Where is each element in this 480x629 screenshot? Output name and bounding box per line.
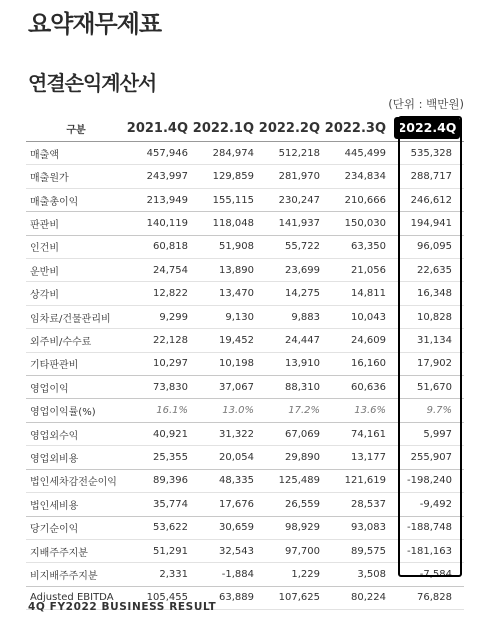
row-value: 210,666 <box>344 194 386 206</box>
row-value: 10,043 <box>351 311 386 323</box>
table-row <box>26 165 464 188</box>
row-value: 105,455 <box>146 592 188 604</box>
row-value: 284,974 <box>212 147 254 159</box>
row-value: 14,275 <box>285 288 320 300</box>
row-value: 93,083 <box>351 522 386 534</box>
row-value: 140,119 <box>146 217 188 229</box>
row-value: 9,883 <box>291 311 320 323</box>
row-value: 445,499 <box>344 147 386 159</box>
row-value: 213,949 <box>146 194 188 206</box>
row-value: 457,946 <box>146 147 188 159</box>
row-value: 246,612 <box>410 194 452 206</box>
row-value: -9,492 <box>419 498 452 510</box>
row-value: 60,636 <box>351 381 386 393</box>
row-value: 20,054 <box>219 451 254 463</box>
row-label: 비지배주주지분 <box>30 571 98 583</box>
row-value: 40,921 <box>153 428 188 440</box>
row-label: 매출액 <box>30 149 59 161</box>
row-value: 53,622 <box>153 522 188 534</box>
row-value: 194,941 <box>410 217 452 229</box>
table-row <box>26 259 464 282</box>
row-value: 73,830 <box>153 381 188 393</box>
unit-note: (단위 : 백만원) <box>388 97 464 111</box>
row-value: 22,128 <box>153 334 188 346</box>
row-value: 17,676 <box>219 498 254 510</box>
table-row <box>26 493 464 516</box>
row-label: 매출원가 <box>30 173 69 185</box>
row-label: 매출총이익 <box>30 196 79 208</box>
table-row <box>26 353 464 376</box>
row-value: 25,355 <box>153 451 188 463</box>
row-value: 12,822 <box>153 288 188 300</box>
row-value: 129,859 <box>212 171 254 183</box>
row-value: 10,297 <box>153 358 188 370</box>
row-value: 80,224 <box>351 592 386 604</box>
row-value: 35,774 <box>153 498 188 510</box>
row-value: 30,659 <box>219 522 254 534</box>
row-value: 1,229 <box>291 569 320 581</box>
row-value: 10,198 <box>219 358 254 370</box>
row-label: 영업외비용 <box>30 453 79 465</box>
row-value: 16,160 <box>351 358 386 370</box>
row-value: 13.0% <box>222 405 254 417</box>
row-label: 임차료/건물관리비 <box>30 313 111 325</box>
row-label: 법인세비용 <box>30 500 79 512</box>
income-statement-table <box>26 115 464 610</box>
row-value: 51,291 <box>153 545 188 557</box>
table-row <box>26 142 464 165</box>
table-row <box>26 517 464 540</box>
row-value: 13,177 <box>351 451 386 463</box>
table-row <box>26 563 464 586</box>
row-value: 17,902 <box>417 358 452 370</box>
table-header-row <box>26 115 464 142</box>
row-value: 3,508 <box>357 569 386 581</box>
header-2022-3q: 2022.3Q <box>324 120 386 136</box>
row-value: 234,834 <box>344 171 386 183</box>
row-value: 13,910 <box>285 358 320 370</box>
row-label: Adjusted EBITDA <box>30 592 114 604</box>
row-value: 9,130 <box>225 311 254 323</box>
row-value: 89,396 <box>153 475 188 487</box>
row-value: 24,447 <box>285 334 320 346</box>
row-value: 37,067 <box>219 381 254 393</box>
header-2021-4q: 2021.4Q <box>126 120 188 136</box>
row-value: 96,095 <box>417 241 452 253</box>
page-title: 요약재무제표 <box>28 10 162 38</box>
row-value: 63,350 <box>351 241 386 253</box>
row-label: 영업이익 <box>30 383 69 395</box>
row-label: 기타판관비 <box>30 360 79 372</box>
row-value: 21,056 <box>351 264 386 276</box>
header-2022-4q: 2022.4Q <box>394 117 460 139</box>
row-value: 281,970 <box>278 171 320 183</box>
row-label: 당기순이익 <box>30 524 79 536</box>
row-label: 영업외수익 <box>30 430 79 442</box>
row-value: 13,470 <box>219 288 254 300</box>
row-value: 28,537 <box>351 498 386 510</box>
row-value: -181,163 <box>407 545 452 557</box>
row-value: -198,240 <box>407 475 452 487</box>
row-value: 97,700 <box>285 545 320 557</box>
row-label: 상각비 <box>30 290 59 302</box>
footer-text: 4Q FY2022 BUSINESS RESULT <box>28 601 217 613</box>
row-value: 88,310 <box>285 381 320 393</box>
table-row <box>26 540 464 563</box>
row-value: 24,754 <box>153 264 188 276</box>
row-value: 98,929 <box>285 522 320 534</box>
row-value: 76,828 <box>417 592 452 604</box>
row-value: 150,030 <box>344 217 386 229</box>
row-label: 인건비 <box>30 243 59 255</box>
table-row <box>26 236 464 259</box>
row-value: 10,828 <box>417 311 452 323</box>
row-label: 법인세차감전순이익 <box>30 477 117 489</box>
row-value: 63,889 <box>219 592 254 604</box>
row-value: 55,722 <box>285 241 320 253</box>
row-value: 255,907 <box>410 451 452 463</box>
row-value: 512,218 <box>278 147 320 159</box>
table-row <box>26 306 464 329</box>
row-label: 영업이익률(%) <box>30 407 96 419</box>
row-value: 5,997 <box>423 428 452 440</box>
header-category: 구분 <box>66 124 86 136</box>
row-value: 60,818 <box>153 241 188 253</box>
row-value: 22,635 <box>417 264 452 276</box>
table-row <box>26 470 464 493</box>
row-value: 535,328 <box>410 147 452 159</box>
table-row <box>26 212 464 235</box>
row-value: 9,299 <box>159 311 188 323</box>
row-value: 9.7% <box>426 405 452 417</box>
row-value: 16,348 <box>417 288 452 300</box>
row-label: 운반비 <box>30 266 59 278</box>
row-value: 32,543 <box>219 545 254 557</box>
row-value: 31,322 <box>219 428 254 440</box>
section-title: 연결손익계산서 <box>28 71 157 95</box>
row-value: 141,937 <box>278 217 320 229</box>
row-value: 155,115 <box>212 194 254 206</box>
row-label: 외주비/수수료 <box>30 336 92 348</box>
row-value: 29,890 <box>285 451 320 463</box>
row-value: 89,575 <box>351 545 386 557</box>
table-row <box>26 329 464 352</box>
row-value: -188,748 <box>407 522 452 534</box>
row-value: 14,811 <box>351 288 386 300</box>
row-value: 48,335 <box>219 475 254 487</box>
row-value: 23,699 <box>285 264 320 276</box>
row-value: 26,559 <box>285 498 320 510</box>
row-value: 19,452 <box>219 334 254 346</box>
row-value: -1,884 <box>221 569 254 581</box>
row-value: 243,997 <box>146 171 188 183</box>
table-row <box>26 446 464 469</box>
row-value: 230,247 <box>278 194 320 206</box>
row-value: 118,048 <box>212 217 254 229</box>
table-body <box>26 142 464 610</box>
row-label: 지배주주지분 <box>30 547 88 559</box>
table-row <box>26 399 464 422</box>
row-value: 288,717 <box>410 171 452 183</box>
row-label: 판관비 <box>30 219 59 231</box>
row-value: 67,069 <box>285 428 320 440</box>
row-value: -7,584 <box>419 569 452 581</box>
row-value: 121,619 <box>344 475 386 487</box>
row-value: 107,625 <box>278 592 320 604</box>
row-value: 31,134 <box>417 334 452 346</box>
row-value: 17.2% <box>288 405 320 417</box>
header-2022-1q: 2022.1Q <box>192 120 254 136</box>
row-value: 125,489 <box>278 475 320 487</box>
header-2022-2q: 2022.2Q <box>258 120 320 136</box>
row-value: 51,670 <box>417 381 452 393</box>
row-value: 24,609 <box>351 334 386 346</box>
table-row <box>26 376 464 399</box>
table-row <box>26 423 464 446</box>
row-value: 74,161 <box>351 428 386 440</box>
row-value: 51,908 <box>219 241 254 253</box>
table-row <box>26 189 464 212</box>
row-value: 2,331 <box>159 569 188 581</box>
table-row <box>26 282 464 305</box>
row-value: 13,890 <box>219 264 254 276</box>
row-value: 13.6% <box>354 405 386 417</box>
row-value: 16.1% <box>156 405 188 417</box>
